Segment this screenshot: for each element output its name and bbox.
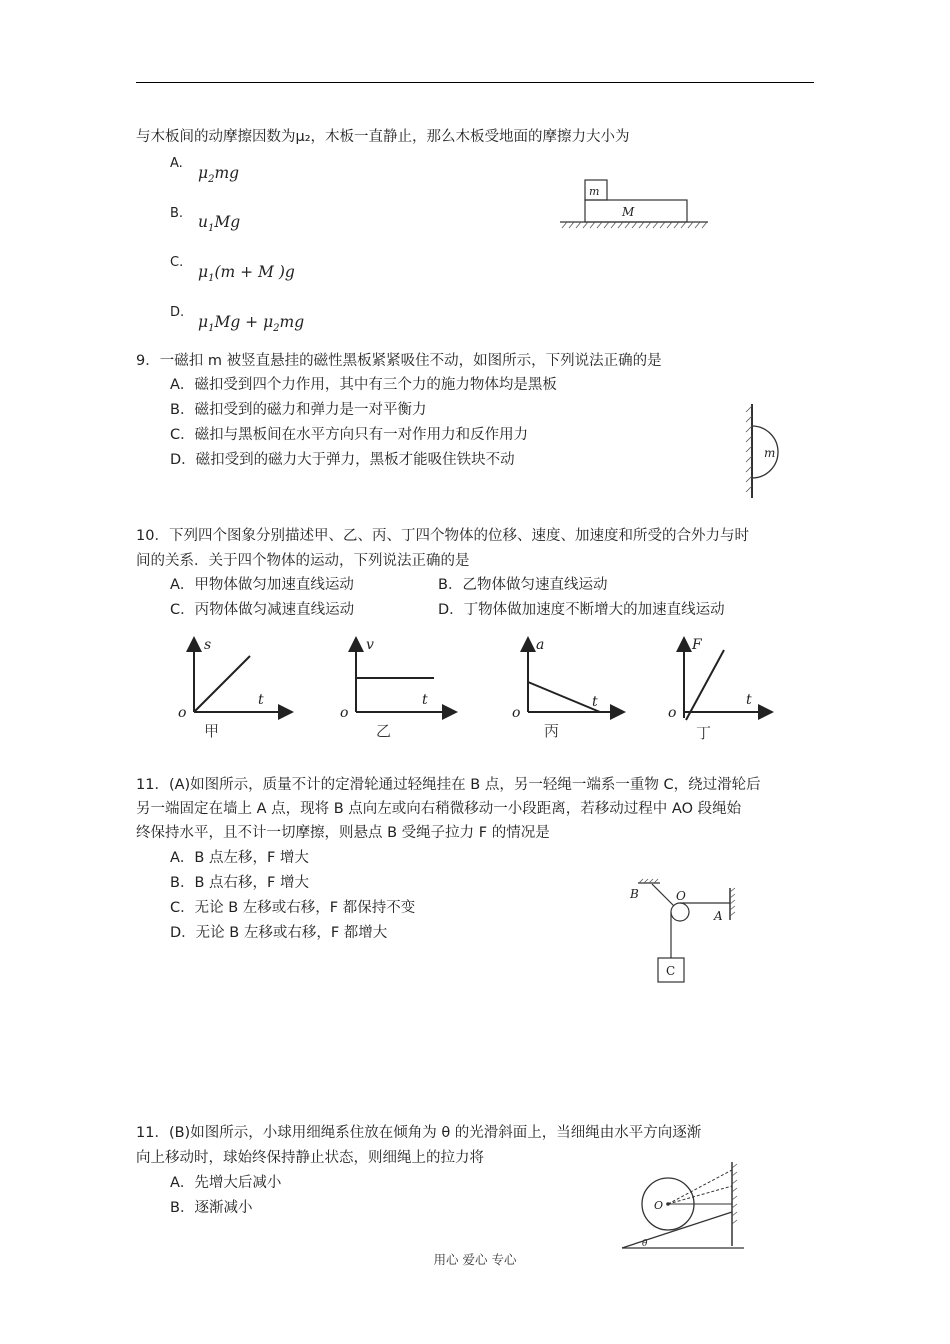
q11a-option-d[interactable]: D．无论 B 左移或右移，F 都增大	[170, 925, 388, 941]
y-axis-label: s	[204, 637, 212, 653]
x-axis-label: t	[258, 692, 264, 708]
graph-line	[686, 650, 724, 720]
y-axis-label: a	[536, 637, 545, 653]
option-label: A.	[170, 156, 183, 171]
q8-block-board-figure	[556, 175, 712, 231]
q10-option-c[interactable]: C．丙物体做匀减速直线运动	[170, 602, 355, 618]
q9-option-c[interactable]: C．磁扣与黑板间在水平方向只有一对作用力和反作用力	[170, 427, 529, 443]
option-label: D.	[170, 305, 185, 320]
rope-dashed-1	[668, 1186, 732, 1204]
graph-jia	[178, 637, 290, 740]
magnet-label: m	[764, 446, 776, 460]
q9-option-a[interactable]: A．磁扣受到四个力作用，其中有三个力的施力物体均是黑板	[170, 377, 557, 393]
label-c: C	[666, 964, 676, 978]
option-label: B.	[170, 206, 184, 221]
q11a-stem-line3: 终保持水平，且不计一切摩擦，则悬点 B 受绳子拉力 F 的情况是	[136, 825, 550, 841]
q11a-pulley-figure	[624, 878, 744, 988]
origin-label: o	[512, 705, 521, 721]
q11b-stem-line1: 11．(B)如图所示，小球用细绳系住放在倾角为 θ 的光滑斜面上，当细绳由水平方向逐渐	[136, 1125, 702, 1141]
label-o: O	[654, 1199, 664, 1212]
origin-label: o	[178, 705, 187, 721]
option-label: C.	[170, 255, 184, 270]
rope-dashed-2	[668, 1170, 732, 1204]
q9-option-b[interactable]: B．磁扣受到的磁力和弹力是一对平衡力	[170, 402, 427, 418]
q10-stem-line1: 10．下列四个图象分别描述甲、乙、丙、丁四个物体的位移、速度、加速度和所受的合外力与时	[136, 528, 749, 544]
option-formula: $\mu_1Mg + \mu_2mg$	[198, 313, 305, 335]
q8-stem: 与木板间的动摩擦因数为μ₂，木板一直静止，那么木板受地面的摩擦力大小为	[136, 129, 630, 145]
q10-stem-line2: 间的关系．关于四个物体的运动，下列说法正确的是	[136, 553, 470, 569]
ground-hatch	[562, 222, 707, 228]
small-block-label: m	[589, 185, 600, 198]
q10-option-a[interactable]: A．甲物体做匀加速直线运动	[170, 577, 354, 593]
q10-option-b[interactable]: B．乙物体做匀速直线运动	[438, 577, 608, 593]
q11a-option-a[interactable]: A．B 点左移，F 增大	[170, 850, 309, 866]
q11b-option-b[interactable]: B．逐渐减小	[170, 1200, 253, 1216]
graph-name: 甲	[204, 722, 220, 740]
option-formula: $u_1Mg$	[198, 213, 241, 235]
graph-name: 乙	[376, 722, 392, 740]
origin-label: o	[668, 705, 677, 721]
q11b-option-a[interactable]: A．先增大后减小	[170, 1175, 282, 1191]
incline	[622, 1212, 732, 1248]
x-axis-label: t	[746, 692, 752, 708]
q11a-stem-line1: 11．(A)如图所示，质量不计的定滑轮通过轻绳挂在 B 点，另一轻绳一端系一重物 C，绕过滑轮后	[136, 777, 761, 793]
graph-name: 丙	[544, 722, 560, 740]
q9-stem: 9．一磁扣 m 被竖直悬挂的磁性黑板紧紧吸住不动，如图所示，下列说法正确的是	[136, 353, 662, 369]
option-formula: $\mu_2mg$	[198, 164, 240, 186]
y-axis-label: v	[366, 637, 374, 653]
q11a-option-c[interactable]: C．无论 B 左移或右移，F 都保持不变	[170, 900, 416, 916]
option-formula: $\mu_1(m + M$ )g	[198, 263, 295, 285]
graph-line	[528, 682, 600, 712]
board-label: M	[622, 205, 635, 219]
y-axis-label: F	[692, 637, 702, 653]
header-rule	[136, 82, 814, 83]
graph-name: 丁	[696, 724, 712, 742]
q9-magnet-board-figure	[730, 398, 800, 508]
label-o: O	[676, 889, 686, 903]
pulley	[671, 903, 689, 921]
graph-line	[194, 656, 250, 712]
page-footer: 用心 爱心 专心	[433, 1252, 517, 1267]
x-axis-label: t	[592, 694, 598, 710]
q11b-stem-line2: 向上移动时，球始终保持静止状态，则细绳上的拉力将	[136, 1150, 484, 1166]
label-theta: θ	[642, 1239, 648, 1249]
graph-yi	[340, 637, 454, 740]
board	[585, 200, 687, 222]
graph-ding	[668, 637, 770, 742]
label-a: A	[714, 909, 723, 923]
q11b-ball-incline-figure	[612, 1160, 750, 1254]
graph-bing	[512, 637, 622, 740]
q11a-option-b[interactable]: B．B 点右移，F 增大	[170, 875, 309, 891]
label-b: B	[630, 887, 639, 901]
q10-graphs	[170, 632, 780, 750]
origin-label: o	[340, 705, 349, 721]
q11a-stem-line2: 另一端固定在墙上 A 点，现将 B 点向左或向右稍微移动一小段距离，若移动过程中 AO 段绳始	[136, 801, 742, 817]
x-axis-label: t	[422, 692, 428, 708]
rope-bo	[652, 884, 674, 906]
q9-option-d[interactable]: D．磁扣受到的磁力大于弹力，黑板才能吸住铁块不动	[170, 452, 515, 468]
q10-option-d[interactable]: D．丁物体做加速度不断增大的加速直线运动	[438, 602, 725, 618]
